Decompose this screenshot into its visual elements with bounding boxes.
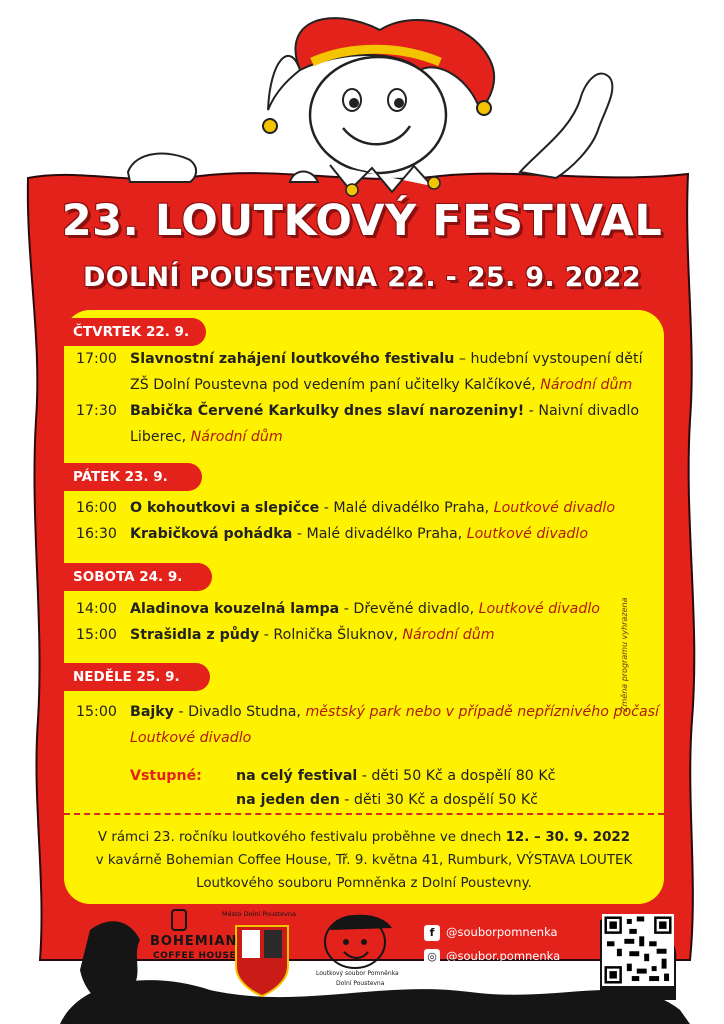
admission-day (236, 788, 538, 812)
event-description: – hudební vystoupení dětí ZŠ Dolní Poustevna pod vedením paní učitelky Kalčíkové, (130, 351, 643, 393)
day-badge-saturday: SOBOTA 24. 9. (64, 563, 212, 591)
bohemian-logo-line-2: COFFEE HOUSE (153, 951, 237, 961)
event-time: 16:00 (76, 500, 117, 516)
day-badge-thursday: ČTVRTEK 22. 9. (64, 318, 206, 346)
event-body (130, 622, 660, 648)
event-body (130, 495, 660, 521)
event-title: Krabičková pohádka (130, 526, 293, 542)
event-description: - Dřevěné divadlo, (339, 601, 479, 617)
event-venue: Národní dům (190, 429, 283, 445)
event-venue: Loutkové divadlo (493, 500, 616, 516)
event-description: - Malé divadélko Praha, (319, 500, 494, 516)
event-body (130, 521, 660, 547)
festival-subtitle: DOLNÍ POUSTEVNA 22. - 25. 9. 2022 (83, 262, 641, 293)
instagram-handle-text: @soubor.pomnenka (446, 949, 561, 963)
exhibition-line-2: v kavárně Bohemian Coffee House, Tř. 9. května 41, Rumburk, VÝSTAVA LOUTEK (95, 853, 633, 868)
ensemble-line-2: Dolní Poustevna (336, 980, 385, 987)
ensemble-line-1: Loutkový soubor Pomněnka (316, 970, 399, 977)
event-title: O kohoutkovi a slepičce (130, 500, 320, 516)
admission-festival-price: - děti 50 Kč a dospělí 80 Kč (357, 768, 556, 784)
instagram-icon: ◎ (424, 949, 440, 965)
event-title: Babička Červené Karkulky dnes slaví narozeniny! (130, 403, 525, 419)
qr-code[interactable] (602, 914, 674, 986)
facebook-handle[interactable] (424, 922, 558, 942)
exhibition-text: V rámci 23. ročníku loutkového festivalu proběhne ve dnech (97, 830, 506, 845)
town-label: Město Dolní Poustevna (222, 910, 297, 918)
event-time: 14:00 (76, 601, 117, 617)
event-time: 16:30 (76, 526, 117, 542)
admission-day-price: - děti 30 Kč a dospělí 50 Kč (339, 792, 538, 808)
event-title: Strašidla z půdy (130, 627, 260, 643)
exhibition-line-1 (64, 826, 664, 849)
event-body (130, 398, 660, 450)
event-time: 17:00 (76, 351, 117, 367)
event-venue: městský park nebo v případě nepříznivého počasí Loutkové divadlo (130, 704, 659, 746)
event-body (130, 346, 660, 398)
facebook-handle-text: @souborpomnenka (446, 925, 558, 939)
jester-mascot (0, 0, 724, 200)
event-description: - Rolnička Šluknov, (259, 627, 403, 643)
day-badge-friday: PÁTEK 23. 9. (64, 463, 202, 491)
instagram-handle[interactable] (424, 946, 560, 966)
admission-festival-title: na celý festival (236, 768, 358, 784)
admission-festival (236, 764, 555, 788)
event-title: Bajky (130, 704, 174, 720)
program-change-note: Změna programu vyhrazena (620, 597, 629, 712)
event-description: - Divadlo Studna, (173, 704, 306, 720)
event-title: Slavnostní zahájení loutkového festivalu (130, 351, 455, 367)
event-description: - Naivní divadlo Liberec, (130, 403, 640, 445)
day-badge-sunday: NEDĚLE 25. 9. (64, 663, 210, 691)
admission-day-title: na jeden den (236, 792, 340, 808)
event-venue: Národní dům (540, 377, 633, 393)
event-venue: Loutkové divadlo (478, 601, 600, 617)
event-time: 17:30 (76, 403, 117, 419)
exhibition-dates: 12. – 30. 9. 2022 (505, 830, 631, 845)
exhibition-line-3: Loutkového souboru Pomněnka z Dolní Poustevny. (196, 876, 532, 891)
event-description: - Malé divadélko Praha, (292, 526, 467, 542)
event-body (130, 596, 660, 622)
festival-title: 23. LOUTKOVÝ FESTIVAL (61, 196, 663, 246)
admission-label: Vstupné: (130, 768, 202, 784)
event-venue: Loutkové divadlo (466, 526, 589, 542)
bohemian-logo-line-1: BOHEMIAN (150, 934, 238, 949)
dashed-divider (64, 813, 664, 815)
event-title: Aladinova kouzelná lampa (130, 601, 340, 617)
event-time: 15:00 (76, 627, 117, 643)
event-body (130, 699, 660, 751)
exhibition-note (64, 826, 664, 895)
event-venue: Národní dům (402, 627, 495, 643)
event-time: 15:00 (76, 704, 117, 720)
facebook-icon: f (424, 925, 440, 941)
